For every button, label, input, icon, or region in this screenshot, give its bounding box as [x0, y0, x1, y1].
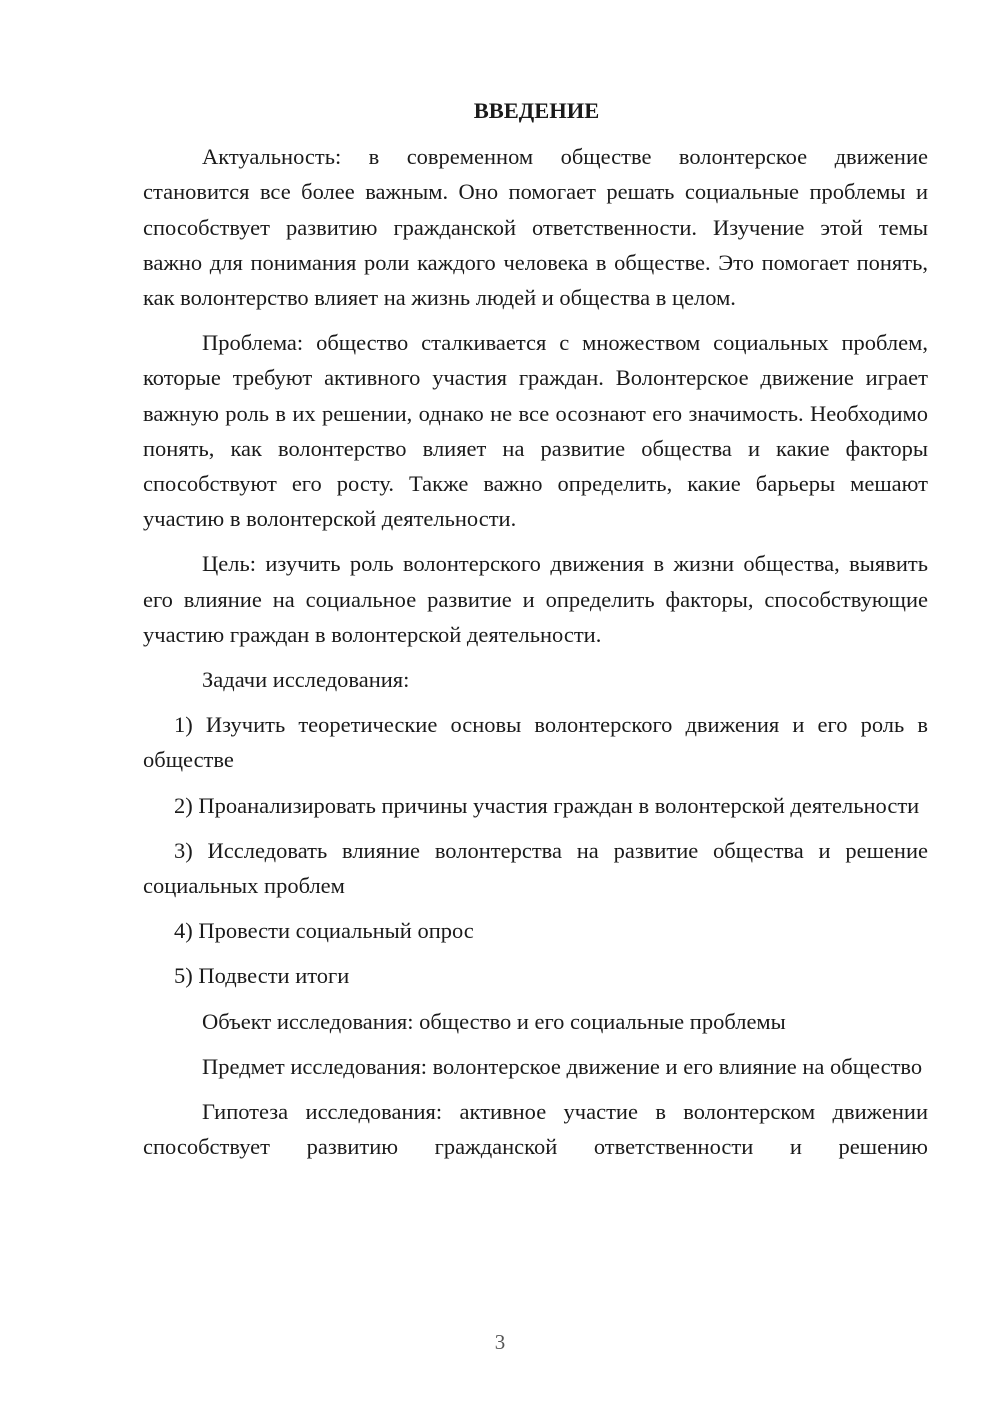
page-title: ВВЕДЕНИЕ	[473, 98, 600, 123]
paragraph-goal: Цель: изучить роль волонтерского движения в жизни общества, выявить его влияние на социальное развитие и определить факторы, способствующие участию граждан в волонтерской деятельности.	[143, 551, 928, 647]
tasks-heading: Задачи исследования:	[202, 667, 410, 693]
task-item-1: 1) Изучить теоретические основы волонтерского движения и его роль в обществе	[143, 712, 928, 773]
paragraph-relevance: Актуальность: в современном обществе волонтерское движение становится все более важным. Оно помогает решать социальные проблемы и способствует развитию гражданской ответственности. Изучение этой темы важно для понимания роли каждого человека в обществе. Это помогает понять, как волонтерство влияет на жизнь людей и общества в целом.	[143, 144, 928, 311]
paragraph-hypothesis: Гипотеза исследования: активное участие в волонтерском движении способствует развитию гражданской ответственности и решению	[143, 1099, 928, 1160]
task-item-4: 4) Провести социальный опрос	[174, 918, 474, 944]
paragraph-object: Объект исследования: общество и его социальные проблемы	[202, 1008, 786, 1034]
task-item-5: 5) Подвести итоги	[174, 963, 350, 989]
task-item-2: 2) Проанализировать причины участия граждан в волонтерской деятельности	[174, 792, 920, 818]
task-item-3: 3) Исследовать влияние волонтерства на развитие общества и решение социальных проблем	[143, 837, 928, 899]
page-number: 3	[494, 1330, 506, 1354]
paragraph-subject: Предмет исследования: волонтерское движение и его влияние на общество	[202, 1053, 923, 1079]
paragraph-problem: Проблема: общество сталкивается с множеством социальных проблем, которые требуют активного участия граждан. Волонтерское движение играет важную роль в их решении, однако не все осознают его значимость. Необходимо понять, как волонтерство влияет на развитие общества и какие факторы способствуют его росту. Также важно определить, какие барьеры мешают участию в волонтерской деятельности.	[143, 330, 928, 532]
document-page	[143, 93, 928, 1174]
